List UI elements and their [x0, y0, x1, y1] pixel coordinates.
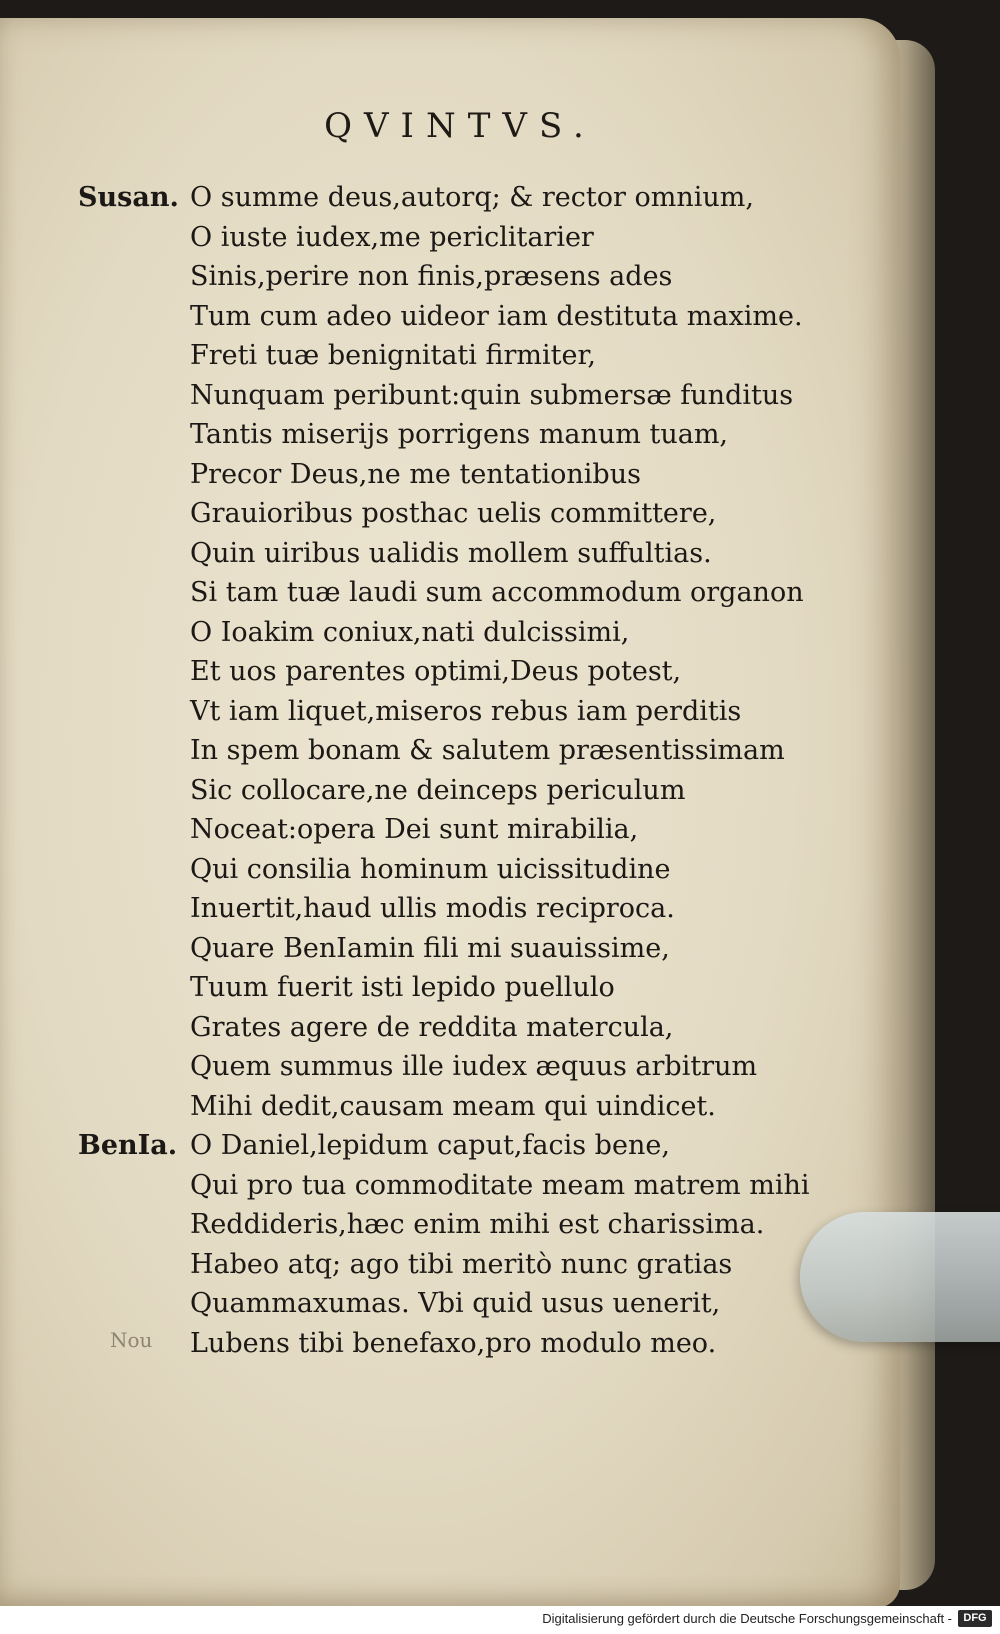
verse-text: Freti tuæ benignitati firmiter, [190, 340, 597, 371]
verse-text: In spem bonam & salutem præsentissimam [190, 735, 785, 766]
verse-text: Nunquam peribunt:quin submersæ funditus [190, 379, 794, 411]
verse-line [78, 1087, 898, 1127]
verse-line [78, 1205, 898, 1245]
verse-line [78, 771, 898, 811]
dfg-logo: DFG [958, 1610, 992, 1627]
verse-text: Inuertit,haud ullis modis reciproca. [190, 893, 675, 924]
verse-line [78, 929, 898, 969]
speaker-label: Susan. [78, 182, 179, 213]
verse-text: Sinis,perire non finis,præsens ades [190, 261, 673, 292]
verse-line [78, 415, 898, 455]
verse-line [78, 376, 898, 416]
verse-line [78, 652, 898, 692]
verse-line [78, 1008, 898, 1048]
verse-text: O summe deus,autorq; & rector omnium, [190, 182, 754, 213]
speaker-label: BenIa. [78, 1130, 178, 1161]
verse-line [78, 968, 898, 1008]
verse-text: Grates agere de reddita matercula, [190, 1011, 674, 1043]
funding-credit: Digitalisierung gefördert durch die Deutsche Forschungsgemeinschaft - [542, 1611, 952, 1626]
verse-text: Quammaxumas. Vbi quid usus uenerit, [190, 1288, 721, 1319]
verse-text: O Ioakim coniux,nati dulcissimi, [190, 616, 630, 648]
verse-text: Grauioribus posthac uelis committere, [190, 498, 717, 529]
verse-line [78, 218, 898, 258]
verse-text: Reddideris,hæc enim mihi est charissima. [190, 1209, 765, 1240]
verse-line [78, 810, 898, 850]
verse-text: Quem summus ille iudex æquus arbitrum [190, 1051, 758, 1082]
verse-text: O Daniel,lepidum caput,facis bene, [190, 1130, 670, 1161]
verse-line [78, 1324, 898, 1364]
verse-text: Precor Deus,ne me tentationibus [190, 458, 641, 490]
verse-text: Quare BenIamin fili mi suauissime, [190, 932, 670, 964]
verse-text: Tum cum adeo uideor iam destituta maxime. [190, 300, 803, 332]
verse-line [78, 1166, 898, 1206]
verse-line [78, 534, 898, 574]
verse-line [78, 850, 898, 890]
verse-text: Sic collocare,ne deinceps periculum [190, 774, 686, 806]
verse-text: Lubens tibi benefaxo,pro modulo meo. [190, 1327, 717, 1359]
verse-line [78, 1245, 898, 1285]
verse-line [78, 257, 898, 297]
verse-line [78, 1126, 898, 1166]
book-page [0, 18, 900, 1608]
verse-line [78, 494, 898, 534]
thumb-holding-page [800, 1212, 1000, 1342]
verse-text: Qui pro tua commoditate meam matrem mihi [190, 1169, 810, 1201]
verse-text: Qui consilia hominum uicissitudine [190, 853, 671, 885]
verse-text: Noceat:opera Dei sunt mirabilia, [190, 814, 639, 845]
verse-line [78, 692, 898, 732]
catchword: Nou [110, 1328, 153, 1352]
verse-line [78, 613, 898, 653]
verse-text: Quin uiribus ualidis mollem suffultias. [190, 537, 712, 569]
verse-text: Mihi dedit,causam meam qui uindicet. [190, 1090, 716, 1122]
verse-text: Habeo atq; ago tibi meritò nunc gratias [190, 1248, 733, 1280]
verse-text: Et uos parentes optimi,Deus potest, [190, 656, 682, 687]
verse-text: Tantis miserijs porrigens manum tuam, [190, 419, 729, 450]
verse-text-block [78, 178, 898, 1363]
footer-bar [0, 1606, 1000, 1634]
verse-line [78, 455, 898, 495]
verse-line [78, 297, 898, 337]
running-head: QVINTVS. [324, 106, 596, 146]
verse-line [78, 178, 898, 218]
verse-text: Si tam tuæ laudi sum accommodum organon [190, 577, 804, 608]
verse-text: Tuum fuerit isti lepido puellulo [190, 972, 615, 1003]
verse-line [78, 336, 898, 376]
verse-line [78, 889, 898, 929]
verse-line [78, 1284, 898, 1324]
verse-text: O iuste iudex,me periclitarier [190, 221, 594, 253]
verse-line [78, 1047, 898, 1087]
verse-text: Vt iam liquet,miseros rebus iam perditis [190, 695, 742, 727]
verse-line [78, 573, 898, 613]
verse-line [78, 731, 898, 771]
